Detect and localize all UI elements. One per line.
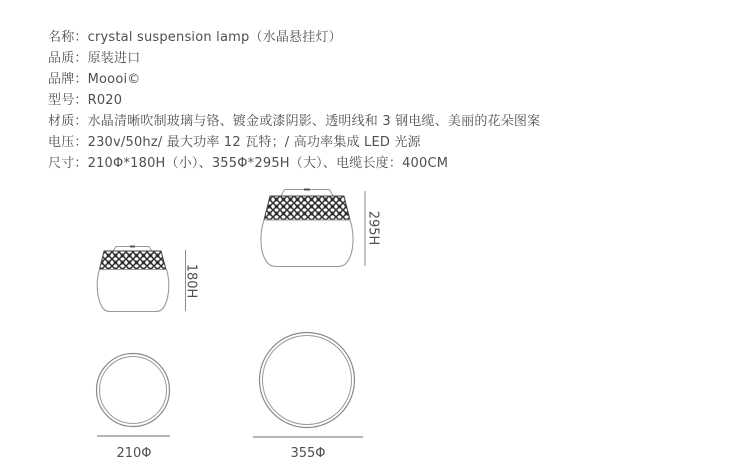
small-lamp-body bbox=[97, 270, 169, 312]
spec-model: 型号：R020 bbox=[48, 93, 123, 108]
spec-size: 尺寸：210Φ*180H（小）、355Φ*295H（大）、电缆长度：400CM bbox=[48, 156, 449, 171]
small-lamp-plan-view bbox=[97, 354, 171, 462]
large-lamp-outer-ring bbox=[260, 333, 355, 428]
large-lamp-height-label: 295H bbox=[365, 210, 381, 246]
small-lamp-diameter-label: 210Φ bbox=[116, 446, 152, 461]
spec-material: 材质：水晶清晰吹制玻璃与铬、镀金或漆阴影、透明线和 3 钢电缆、美丽的花朵图案 bbox=[48, 114, 541, 129]
spec-voltage: 电压：230v/50hz/ 最大功率 12 瓦特；/ 高功率集成 LED 光源 bbox=[48, 135, 421, 150]
large-lamp-plan-view bbox=[253, 333, 363, 462]
small-lamp-height-label: 180H bbox=[183, 263, 199, 299]
large-lamp-inner-ring bbox=[263, 336, 352, 425]
spec-name: 名称：crystal suspension lamp（水晶悬挂灯） bbox=[48, 30, 342, 45]
small-lamp-side-view bbox=[97, 247, 198, 312]
large-lamp-body bbox=[261, 220, 353, 267]
spec-brand: 品牌：Moooi© bbox=[48, 72, 141, 87]
large-lamp-side-view bbox=[261, 190, 381, 267]
spec-quality: 品质：原装进口 bbox=[48, 51, 141, 66]
small-lamp-crystal-band bbox=[100, 251, 167, 270]
large-lamp-crystal-band bbox=[264, 196, 350, 220]
small-lamp-inner-ring bbox=[100, 357, 167, 424]
large-lamp-diameter-label: 355Φ bbox=[290, 446, 326, 461]
small-lamp-outer-ring bbox=[97, 354, 170, 427]
